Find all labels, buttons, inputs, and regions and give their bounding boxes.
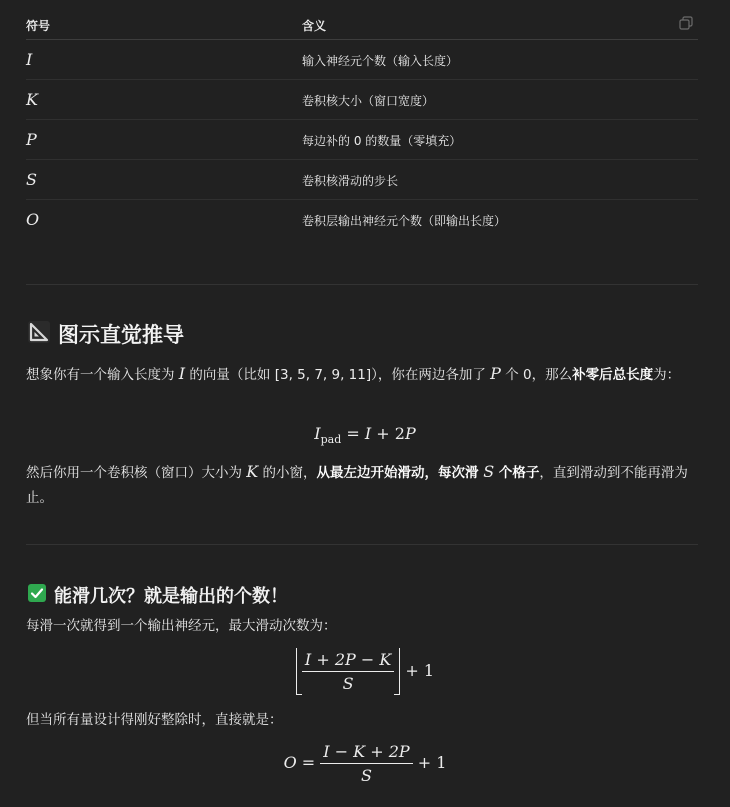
numerator: I − K + 2P [320,742,412,764]
bold-text: 从最左边开始滑动，每次滑 [316,465,484,481]
text: 为： [653,367,681,383]
bold-text: 个格子 [494,465,540,481]
table-row [26,160,698,200]
math-var: S [483,462,495,481]
denominator: S [342,674,354,693]
bold-text: 补零后总长度 [572,367,654,383]
meaning-cell: 卷积核大小（窗口宽度） [302,94,435,108]
symbol-table [26,8,698,239]
denominator: S [360,766,372,785]
math-op: + 1 [412,753,447,772]
intuition-paragraph-1 [26,361,702,388]
output-formula [0,742,730,785]
math-op: + 1 [400,661,435,680]
check-mark-icon [28,584,46,607]
text: 然后你用一个卷积核（窗口）大小为 [26,465,247,481]
math-subscript: pad [320,433,342,446]
math-op: = [341,424,365,443]
table-row [26,80,698,120]
meaning-cell: 每边补的 0 的数量（零填充） [302,134,462,148]
table-row [26,120,698,160]
section-heading-intuition [28,319,184,349]
math-op: + 2 [371,424,405,443]
table-row [26,200,698,239]
math-var: I [364,424,372,443]
meaning-cell: 输入神经元个数（输入长度） [302,54,459,68]
floor-bracket [296,650,400,693]
symbol-cell: K [26,90,38,109]
text: 个 0，那么 [500,367,573,383]
table-header [26,8,698,40]
numerator: I + 2P − K [302,650,394,672]
symbol-cell: I [26,50,33,69]
section-title: 能滑几次？就是输出的个数！ [54,586,288,607]
math-var: K [246,462,259,481]
symbol-cell: P [26,130,37,149]
divider [26,544,698,545]
intuition-paragraph-2 [26,459,702,511]
math-var: P [490,364,501,383]
header-meaning: 含义 [302,19,327,33]
fraction [302,650,394,693]
text: ，直到滑动到不能再滑为止。 [26,465,688,506]
math-lhs: O = [283,753,321,772]
math-var: I [314,424,321,443]
text: 的小窗， [258,465,317,481]
table-row [26,40,698,80]
copy-icon[interactable] [679,16,693,30]
math-var: P [404,424,416,443]
meaning-cell: 卷积核滑动的步长 [302,174,399,188]
section-title: 图示直觉推导 [58,323,184,347]
header-symbol: 符号 [26,19,51,33]
text: 想象你有一个输入长度为 [26,367,179,383]
fraction [320,742,412,785]
symbol-cell: O [26,210,40,229]
symbol-cell: S [26,170,37,189]
math-var: I [178,364,186,383]
output-paragraph-2: 但当所有量设计得刚好整除时，直接就是： [26,712,283,728]
output-paragraph-1: 每滑一次就得到一个输出神经元，最大滑动次数为： [26,618,337,634]
divider [26,284,698,285]
pad-length-formula [0,424,730,446]
floor-formula [0,650,730,693]
meaning-cell: 卷积层输出神经元个数（即输出长度） [302,214,507,228]
text: 的向量（比如 [3, 5, 7, 9, 11]），你在两边各加了 [185,367,491,383]
triangle-ruler-icon [28,321,50,348]
section-heading-output-count [28,582,288,608]
